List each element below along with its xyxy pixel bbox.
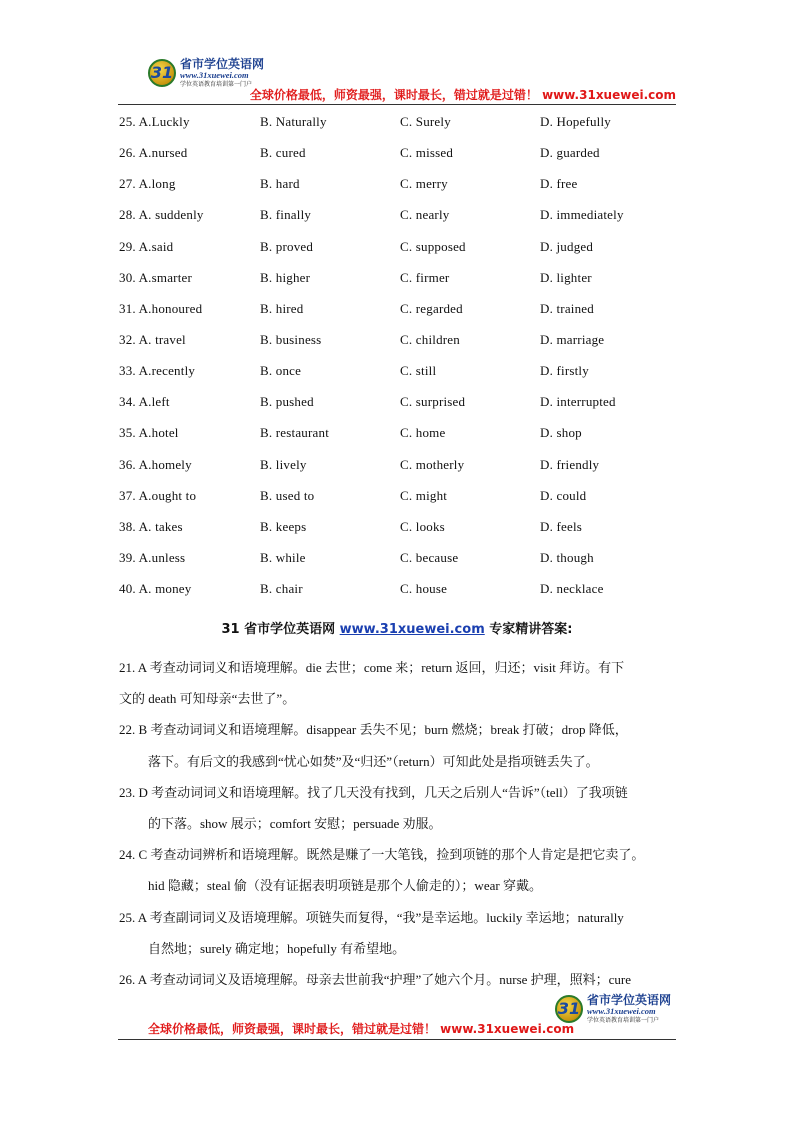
option-row [119, 270, 679, 301]
option-c: C. children [400, 331, 460, 347]
option-b: B. once [260, 363, 302, 379]
option-row [119, 394, 679, 425]
option-c: C. looks [400, 518, 445, 534]
option-row [119, 176, 679, 207]
option-b: B. used to [260, 487, 315, 503]
answers-heading-link[interactable]: www.31xuewei.com [339, 622, 485, 637]
option-b: B. lively [260, 456, 307, 472]
answer-line: 24. C 考查动词辨析和语境理解。既然是赚了一大笔钱，捡到项链的那个人肯定是把它卖了。 [119, 847, 645, 863]
answers-list [119, 652, 675, 995]
option-c: C. firmer [400, 269, 450, 285]
option-d: D. guarded [540, 145, 600, 161]
option-d: D. could [540, 487, 587, 503]
answers-heading-suffix: 专家精讲答案: [484, 622, 573, 637]
option-a: 32. A. travel [119, 331, 186, 347]
logo-url: www.31xuewei.com [180, 69, 249, 80]
option-a: 27. A.long [119, 176, 176, 192]
logo-title: 省市学位英语网 [180, 57, 265, 71]
option-b: B. business [260, 331, 322, 347]
option-d: D. Hopefully [540, 114, 611, 129]
option-b: B. cured [260, 145, 306, 161]
option-b: B. chair [260, 581, 303, 597]
option-a: 38. A. takes [119, 518, 183, 534]
option-c: C. supposed [400, 238, 466, 254]
option-c: C. might [400, 487, 448, 503]
option-a: 34. A.left [119, 394, 170, 410]
answer-line-cont: hid 隐藏；steal 偷（没有证据表明项链是那个人偷走的）；wear 穿戴。 [148, 878, 542, 894]
option-a: 29. A.said [119, 238, 174, 254]
option-c: C. missed [400, 145, 454, 161]
answer-line-cont: 文的 death 可知母亲“去世了”。 [119, 691, 296, 707]
option-d: D. lighter [540, 269, 592, 285]
option-row [119, 301, 679, 332]
option-d: D. shop [540, 425, 582, 441]
site-logo [148, 58, 264, 88]
option-b: B. proved [260, 238, 314, 254]
option-c: C. nearly [400, 207, 450, 223]
answer-line-cont: 落下。有后文的我感到“忧心如焚”及“归还”（return）可知此处是指项链丢失了。 [148, 753, 599, 769]
answers-heading-prefix: 31 省市学位英语网 [221, 622, 340, 637]
option-d: D. feels [540, 518, 583, 534]
option-a: 36. A.homely [119, 456, 192, 472]
logo-tagline: 学位英语教育培训第一门户 [180, 80, 253, 88]
option-d: D. necklace [540, 581, 604, 597]
option-row [119, 145, 679, 176]
answer-line: 22. B 考查动词词义和语境理解。disappear 丢失不见；burn 燃烧；break 打破；drop 降低， [119, 722, 628, 738]
option-row [119, 425, 679, 456]
option-b: B. hired [260, 300, 304, 316]
footer-logo-tagline: 学位英语教育培训第一门户 [587, 1016, 660, 1024]
option-a: 26. A.nursed [119, 145, 188, 161]
option-a: 28. A. suddenly [119, 207, 204, 223]
option-b: B. Naturally [260, 114, 327, 129]
option-c: C. motherly [400, 456, 465, 472]
option-d: D. free [540, 176, 578, 192]
answer-line-cont: 的下落。show 展示；comfort 安慰；persuade 劝服。 [148, 816, 442, 832]
option-d: D. friendly [540, 456, 600, 472]
header-divider [118, 104, 676, 105]
header-slogan: 全球价格最低，师资最强，课时最长，错过就是过错！ www.31xuewei.com [249, 88, 676, 102]
option-a: 31. A.honoured [119, 300, 203, 316]
answers-heading [0, 618, 794, 637]
option-row [119, 550, 679, 581]
option-d: D. trained [540, 300, 594, 316]
option-d: D. interrupted [540, 394, 616, 410]
option-b: B. hard [260, 176, 300, 192]
option-d: D. firstly [540, 363, 589, 379]
option-b: B. finally [260, 207, 312, 223]
option-a: 35. A.hotel [119, 425, 179, 441]
option-row [119, 239, 679, 270]
option-row [119, 114, 679, 145]
option-a: 25. A.Luckly [119, 114, 190, 129]
option-c: C. Surely [400, 114, 451, 129]
option-c: C. merry [400, 176, 448, 192]
option-a: 30. A.smarter [119, 269, 193, 285]
page-header [118, 52, 676, 104]
option-b: B. while [260, 549, 306, 565]
footer-logo-url: www.31xuewei.com [587, 1005, 656, 1016]
option-c: C. because [400, 549, 459, 565]
option-row [119, 207, 679, 238]
option-c: C. surprised [400, 394, 466, 410]
option-c: C. regarded [400, 300, 463, 316]
answer-line: 21. A 考查动词词义和语境理解。die 去世；come 来；return 返回，归还；visit 拜访。有下 [119, 660, 625, 675]
logo-badge: 31 [148, 59, 176, 87]
option-d: D. immediately [540, 207, 624, 223]
option-row [119, 519, 679, 550]
option-a: 37. A.ought to [119, 487, 197, 503]
option-b: B. higher [260, 269, 311, 285]
page-footer [118, 994, 676, 1040]
option-a: 40. A. money [119, 581, 192, 597]
footer-slogan: 全球价格最低，师资最强，课时最长，错过就是过错！ www.31xuewei.com [148, 1022, 575, 1036]
option-row [119, 581, 679, 612]
option-row [119, 488, 679, 519]
options-list [119, 114, 679, 612]
option-b: B. keeps [260, 518, 307, 534]
option-d: D. though [540, 549, 594, 565]
option-a: 39. A.unless [119, 549, 186, 565]
footer-logo-title: 省市学位英语网 [587, 993, 672, 1007]
footer-divider [118, 1039, 676, 1040]
option-b: B. restaurant [260, 425, 330, 441]
answer-line: 26. A 考查动词词义及语境理解。母亲去世前我“护理”了她六个月。nurse 护理，照料；cure [119, 972, 632, 988]
option-a: 33. A.recently [119, 363, 196, 379]
option-row [119, 457, 679, 488]
answer-line-cont: 自然地；surely 确定地；hopefully 有希望地。 [148, 940, 406, 956]
footer-logo-badge: 31 [555, 995, 583, 1023]
option-c: C. home [400, 425, 446, 441]
option-c: C. house [400, 581, 448, 597]
option-b: B. pushed [260, 394, 314, 410]
answer-line: 25. A 考查副词词义及语境理解。项链失而复得，“我”是幸运地。luckily 幸运地；naturally [119, 909, 624, 925]
option-d: D. marriage [540, 331, 605, 347]
option-c: C. still [400, 363, 437, 379]
answer-line: 23. D 考查动词词义和语境理解。找了几天没有找到，几天之后别人“告诉”（tell）了我项链 [119, 784, 628, 800]
option-row [119, 363, 679, 394]
option-d: D. judged [540, 238, 594, 254]
option-row [119, 332, 679, 363]
